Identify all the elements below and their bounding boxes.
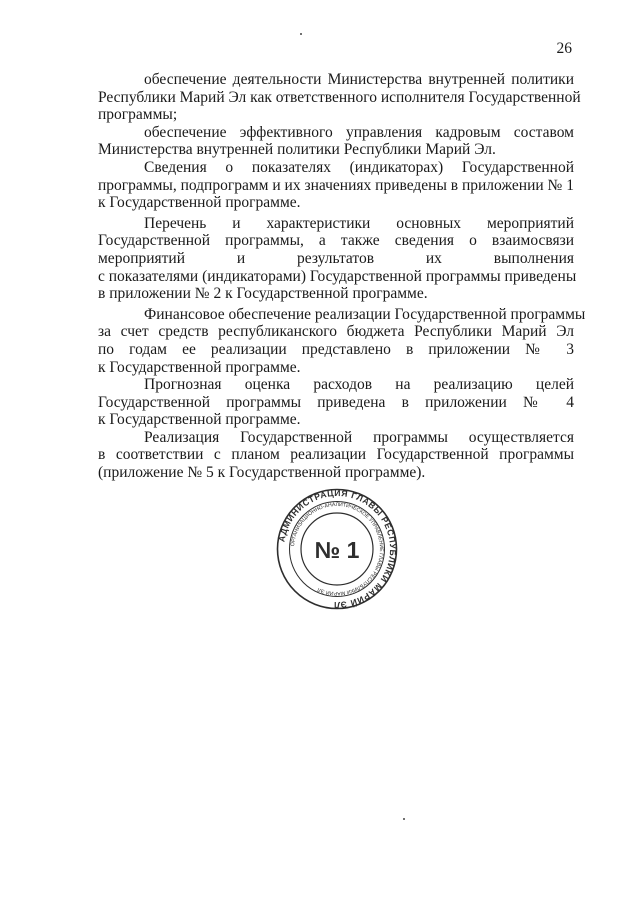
text-line: программы, подпрограмм и их значениях приведены в приложении № 1 <box>98 176 574 194</box>
page-number: 26 <box>556 40 572 57</box>
stamp-inner-text: ОРГАНИЗАЦИОННО-АНАЛИТИЧЕСКОЕ УПРАВЛЕНИЕ ГЛАВЫ РЕСПУБЛИКИ МАРИЙ ЭЛ <box>290 501 385 597</box>
text-line: Министерства внутренней политики Республики Марий Эл. <box>98 141 496 159</box>
text-line: (приложение № 5 к Государственной программе). <box>98 464 426 482</box>
text-line: программы; <box>98 106 178 124</box>
stamp-outer-text: АДМИНИСТРАЦИЯ ГЛАВЫ РЕСПУБЛИКИ МАРИЙ ЭЛ <box>276 487 398 611</box>
text-line: Государственной программы приведена в приложении № 4 <box>98 393 574 411</box>
paragraph-responsible-executor <box>98 71 581 124</box>
text-line: Реализация Государственной программы осуществляется <box>144 428 574 446</box>
paragraph-measures-list <box>98 214 577 303</box>
document-body <box>98 71 586 482</box>
text-line: обеспечение деятельности Министерства внутренней политики <box>144 71 574 88</box>
text-line: с показателями (индикаторами) Государственной программы приведены <box>98 267 577 285</box>
text-line: Финансовое обеспечение реализации Государственной программы <box>144 305 586 323</box>
text-line: обеспечение эффективного управления кадровым составом <box>144 123 574 141</box>
official-stamp <box>276 487 398 611</box>
text-line: мероприятий и результатов их выполнения <box>98 249 574 267</box>
scan-speck <box>403 818 405 820</box>
text-line: к Государственной программе. <box>98 358 301 376</box>
paragraph-staff-management <box>98 124 574 159</box>
text-line: в приложении № 2 к Государственной программе. <box>98 285 428 303</box>
scan-speck <box>300 33 302 35</box>
text-line: к Государственной программе. <box>98 194 301 212</box>
text-line: за счет средств республиканского бюджета Республики Марий Эл <box>98 323 574 341</box>
paragraph-indicators <box>98 159 574 212</box>
paragraph-cost-estimate <box>98 376 574 429</box>
text-line: Прогнозная оценка расходов на реализацию целей <box>144 376 574 394</box>
text-line: в соответствии с планом реализации Государственной программы <box>98 446 574 464</box>
text-line: Сведения о показателях (индикаторах) Государственной <box>144 158 574 176</box>
text-line: по годам ее реализации представлено в приложении № 3 <box>98 340 574 358</box>
text-line: Государственной программы, а также сведения о взаимосвязи <box>98 232 574 250</box>
text-line: Перечень и характеристики основных мероприятий <box>144 214 574 232</box>
text-line: Республики Марий Эл как ответственного исполнителя Государственной <box>98 88 581 106</box>
paragraph-financing <box>98 305 586 376</box>
paragraph-implementation-plan <box>98 429 574 482</box>
text-line: к Государственной программе. <box>98 411 301 429</box>
stamp-center-number: № 1 <box>314 537 360 563</box>
